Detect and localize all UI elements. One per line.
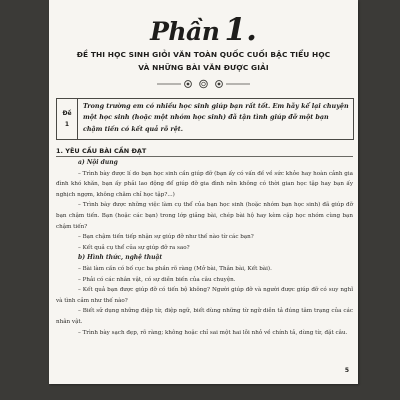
section-divider	[56, 156, 353, 157]
paragraph: – Trình bày sạch đẹp, rõ ràng; không hoặc chỉ sai một hai lỗi nhỏ về chính tả, dùng từ, đặt câu.	[78, 329, 348, 336]
subheading-content: a) Nội dung	[78, 159, 118, 166]
ornament-divider	[49, 79, 358, 89]
page-number: 5	[344, 367, 349, 374]
part-title-line-2: VÀ NHỮNG BÀI VĂN ĐƯỢC GIẢI	[138, 63, 269, 72]
book-page	[49, 0, 358, 384]
part-number: 1.	[224, 12, 257, 48]
part-word: Phần	[150, 17, 220, 46]
paragraph: – Kết quả cụ thể của sự giúp đỡ ra sao?	[78, 244, 190, 251]
paragraph: – Trình bày được những việc làm cụ thể của bạn học sinh (hoặc nhóm bạn học sinh) đã giúp đỡ bạn chậm tiến. Bạn (hoặc các bạn) trong lớp giảng bài, chép bài hộ hay kèm cặp học nhóm cùng bạn chậm tiến?	[56, 202, 353, 230]
topic-box	[56, 98, 354, 140]
paragraph: – Bạn chậm tiến tiếp nhận sự giúp đỡ như thế nào từ các bạn?	[78, 234, 254, 241]
section-heading: 1. YÊU CẦU BÀI CẦN ĐẠT	[56, 147, 147, 155]
paragraph: – Bài làm cần có bố cục ba phần rõ ràng (Mở bài, Thân bài, Kết bài).	[78, 265, 272, 272]
topic-prompt: Trong trường em có nhiều học sinh giúp bạn rất tốt. Em hãy kể lại chuyện một học sinh (hoặc một nhóm học sinh) đã tận tình giúp đỡ một bạn chậm tiến có kết quả rõ rệt.	[83, 102, 349, 133]
paragraph: – Biết sử dụng những điệp từ, điệp ngữ, biết dùng những từ ngữ diễn tả đúng tâm trạng của các nhân vật.	[56, 308, 353, 325]
section-body	[56, 158, 353, 338]
topic-number: 1	[64, 121, 70, 128]
subheading-form: b) Hình thức, nghệ thuật	[78, 254, 163, 262]
paragraph: – Kết quả bạn được giúp đỡ có tiến bộ không? Người giúp đỡ và người được giúp đỡ có suy nghĩ và tình cảm như thế nào?	[56, 287, 353, 304]
paragraph: – Phải có các nhân vật, có sự diễn biến của câu chuyện.	[78, 276, 236, 283]
paragraph: – Trình bày được lí do bạn học sinh cần giúp đỡ (bạn ấy có vấn đề về sức khỏe hay hoàn cảnh gia đình khó khăn, bạn ấy phải lao động để giúp đỡ gia đình nên không có thời gian học tập hay bạn ấy nghịch ngợm, không chăm chỉ học tập?...)	[56, 170, 353, 198]
topic-label	[57, 99, 78, 139]
part-title	[57, 48, 350, 74]
topic-label-text: Đề	[62, 110, 72, 117]
part-heading	[49, 12, 358, 48]
part-title-line-1: ĐỀ THI HỌC SINH GIỎI VĂN TOÀN QUỐC CUỐI BẬC TIỂU HỌC	[76, 50, 331, 59]
